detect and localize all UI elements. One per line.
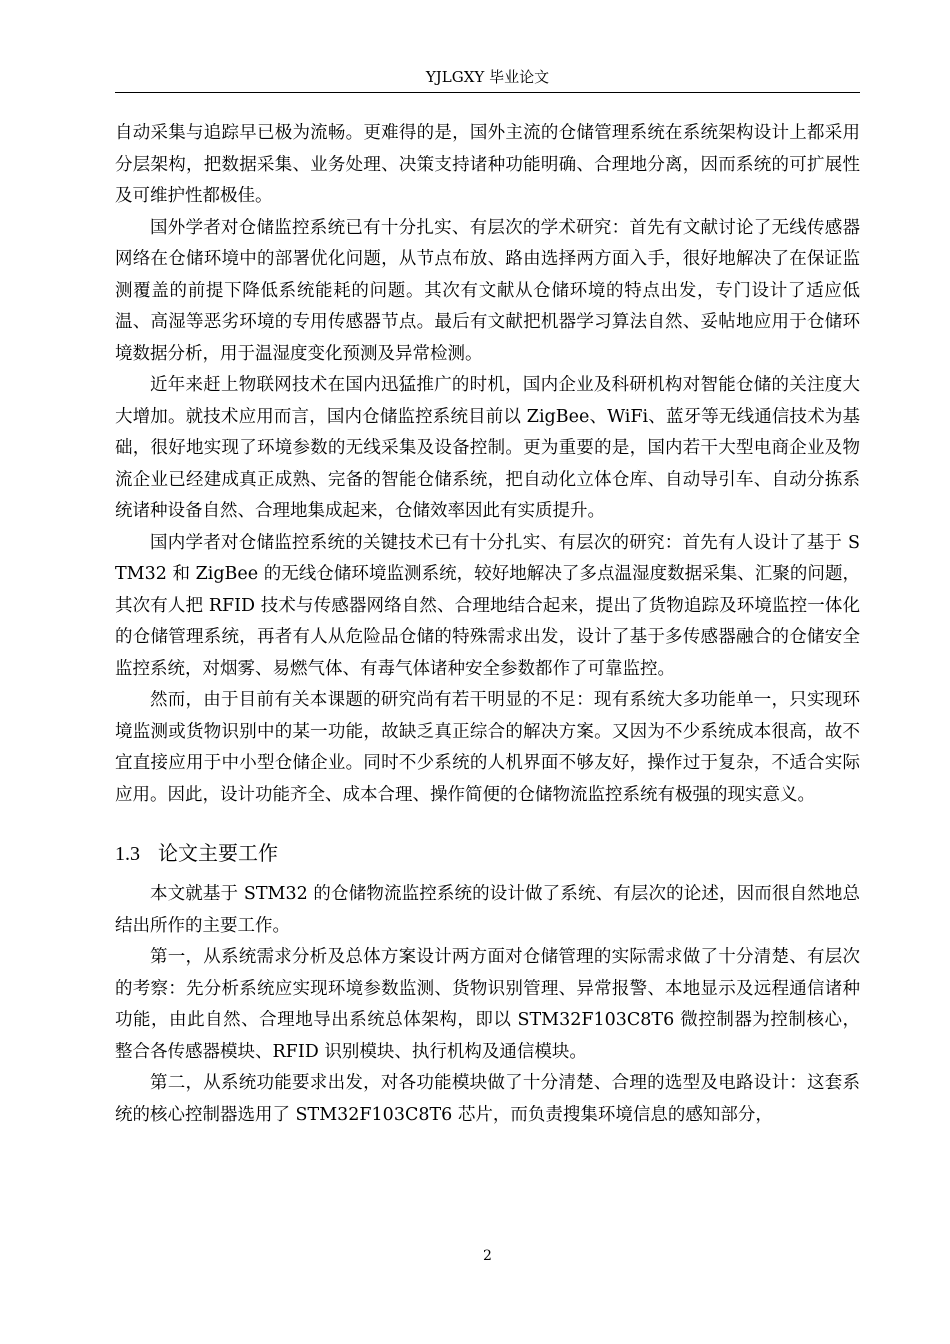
paragraph: 本文就基于 STM32 的仓储物流监控系统的设计做了系统、有层次的论述，因而很自然地总结出所作的主要工作。 — [115, 884, 860, 936]
paragraph: 国内学者对仓储监控系统的关键技术已有十分扎实、有层次的研究：首先有人设计了基于 STM32 和 ZigBee 的无线仓储环境监测系统，较好地解决了多点温湿度数据采集、汇聚的问题，其次有人把 RFID 技术与传感器网络自然、合理地结合起来，提出了货物追踪及环境监控一体化的仓储管理系统，再者有人从危险品仓储的特殊需求出发，设计了基于多传感器融合的仓储安全监控系统，对烟雾、易燃气体、有毒气体诸种安全参数都作了可靠监控。 — [115, 532, 860, 679]
paragraph: 第二，从系统功能要求出发，对各功能模块做了十分清楚、合理的选型及电路设计：这套系统的核心控制器选用了 STM32F103C8T6 芯片，而负责搜集环境信息的感知部分， — [115, 1073, 860, 1125]
page-body — [115, 118, 860, 1131]
paragraph-continued: 自动采集与追踪早已极为流畅。更难得的是，国外主流的仓储管理系统在系统架构设计上都采用分层架构，把数据采集、业务处理、决策支持诸种功能明确、合理地分离，因而系统的可扩展性及可维护性都极佳。 — [115, 123, 860, 206]
section-number: 1.3 — [115, 843, 140, 865]
paragraph: 近年来赶上物联网技术在国内迅猛推广的时机，国内企业及科研机构对智能仓储的关注度大大增加。就技术应用而言，国内仓储监控系统目前以 ZigBee、WiFi、蓝牙等无线通信技术为基础，很好地实现了环境参数的无线采集及设备控制。更为重要的是，国内若干大型电商企业及物流企业已经建成真正成熟、完备的智能仓储系统，把自动化立体仓库、自动导引车、自动分拣系统诸种设备自然、合理地集成起来，仓储效率因此有实质提升。 — [115, 375, 860, 521]
section-heading — [115, 838, 860, 869]
running-header: YJLGXY 毕业论文 — [425, 68, 550, 86]
paragraph: 然而，由于目前有关本课题的研究尚有若干明显的不足：现有系统大多功能单一，只实现环境监测或货物识别中的某一功能，故缺乏真正综合的解决方案。又因为不少系统成本很高，故不宜直接应用于中小型仓储企业。同时不少系统的人机界面不够友好，操作过于复杂，不适合实际应用。因此，设计功能齐全、成本合理、操作简便的仓储物流监控系统有极强的现实意义。 — [115, 690, 860, 805]
paragraph: 第一，从系统需求分析及总体方案设计两方面对仓储管理的实际需求做了十分清楚、有层次的考察：先分析系统应实现环境参数监测、货物识别管理、异常报警、本地显示及远程通信诸种功能，由此自然、合理地导出系统总体架构，即以 STM32F103C8T6 微控制器为控制核心，整合各传感器模块、RFID 识别模块、执行机构及通信模块。 — [115, 947, 860, 1062]
section-title: 论文主要工作 — [158, 841, 278, 865]
header-rule — [115, 92, 860, 93]
page-number: 2 — [483, 1248, 492, 1264]
paragraph: 国外学者对仓储监控系统已有十分扎实、有层次的学术研究：首先有文献讨论了无线传感器网络在仓储环境中的部署优化问题，从节点布放、路由选择两方面入手，很好地解决了在保证监测覆盖的前提下降低系统能耗的问题。其次有文献从仓储环境的特点出发，专门设计了适应低温、高湿等恶劣环境的专用传感器节点。最后有文献把机器学习算法自然、妥帖地应用于仓储环境数据分析，用于温湿度变化预测及异常检测。 — [115, 217, 860, 364]
